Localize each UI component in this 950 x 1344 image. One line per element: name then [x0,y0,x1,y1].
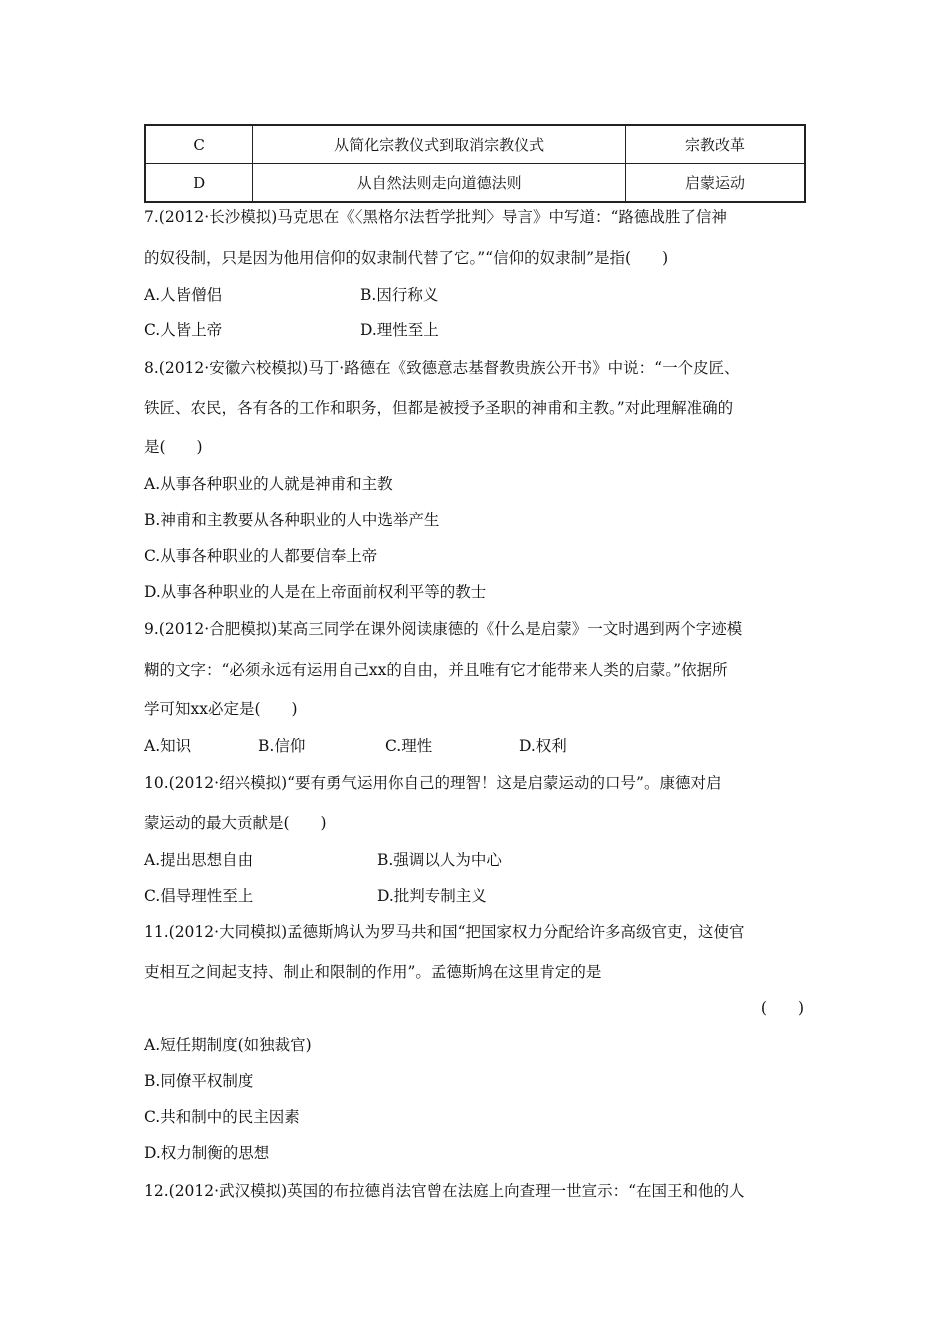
table-row [145,125,805,164]
table-row [145,164,805,203]
q7-stem-line2: 的奴役制，只是因为他用信仰的奴隶制代替了它。”“信仰的奴隶制”是指( ) [144,249,669,267]
q9-stem-line1: 9.(2012·合肥模拟)某高三同学在课外阅读康德的《什么是启蒙》一文时遇到两个字迹模 [144,620,743,638]
q7-option-d: D.理性至上 [360,321,439,339]
q7-option-c: C.人皆上帝 [144,321,223,339]
q9-option-d: D.权利 [519,737,567,755]
table-cell-letter: C [145,125,253,164]
q7-option-a: A.人皆僧侣 [144,286,223,304]
q8-option-a: A.从事各种职业的人就是神甫和主教 [144,475,393,493]
q10-stem-line2: 蒙运动的最大贡献是( ) [144,814,327,832]
table-cell-movement: 宗教改革 [626,125,805,164]
q7-option-b: B.因行称义 [360,286,439,304]
q8-option-d: D.从事各种职业的人是在上帝面前权利平等的教士 [144,583,487,601]
q10-option-b: B.强调以人为中心 [377,851,502,869]
q11-option-a: A.短任期制度(如独裁官) [144,1036,312,1054]
table-cell-description: 从简化宗教仪式到取消宗教仪式 [253,125,626,164]
q9-option-b: B.信仰 [258,737,306,755]
q9-stem-line2: 糊的文字：“必须永远有运用自己xx的自由，并且唯有它才能带来人类的启蒙。”依据所 [144,661,728,679]
q9-option-c: C.理性 [385,737,433,755]
q11-stem-line1: 11.(2012·大同模拟)孟德斯鸠认为罗马共和国“把国家权力分配给许多高级官吏，这使官 [144,923,745,941]
q8-stem-line1: 8.(2012·安徽六校模拟)马丁·路德在《致德意志基督教贵族公开书》中说：“一个皮匠、 [144,359,740,377]
q8-option-c: C.从事各种职业的人都要信奉上帝 [144,547,378,565]
q10-stem-line1: 10.(2012·绍兴模拟)“要有勇气运用你自己的理智！这是启蒙运动的口号”。康德对启 [144,774,722,792]
table-cell-description: 从自然法则走向道德法则 [253,164,626,203]
q11-option-c: C.共和制中的民主因素 [144,1108,300,1126]
q12-stem-line1: 12.(2012·武汉模拟)英国的布拉德肖法官曾在法庭上向查理一世宣示：“在国王和他的人 [144,1182,745,1200]
q8-stem-line3: 是( ) [144,438,203,456]
q10-option-a: A.提出思想自由 [144,851,254,869]
q8-option-b: B.神甫和主教要从各种职业的人中选举产生 [144,511,440,529]
q11-answer-paren: ( ) [760,999,804,1017]
options-table [144,124,806,203]
q11-stem-line2: 吏相互之间起支持、制止和限制的作用”。孟德斯鸠在这里肯定的是 [144,963,602,981]
q8-stem-line2: 铁匠、农民，各有各的工作和职务，但都是被授予圣职的神甫和主教。”对此理解准确的 [144,399,734,417]
q11-option-b: B.同僚平权制度 [144,1072,254,1090]
q11-option-d: D.权力制衡的思想 [144,1144,270,1162]
q7-stem-line1: 7.(2012·长沙模拟)马克思在《〈黑格尔法哲学批判〉导言》中写道：“路德战胜了信神 [144,208,727,226]
q10-option-d: D.批判专制主义 [377,887,487,905]
q9-option-a: A.知识 [144,737,192,755]
table-cell-movement: 启蒙运动 [626,164,805,203]
table-cell-letter: D [145,164,253,203]
q10-option-c: C.倡导理性至上 [144,887,254,905]
q9-stem-line3: 学可知xx必定是( ) [144,700,298,718]
